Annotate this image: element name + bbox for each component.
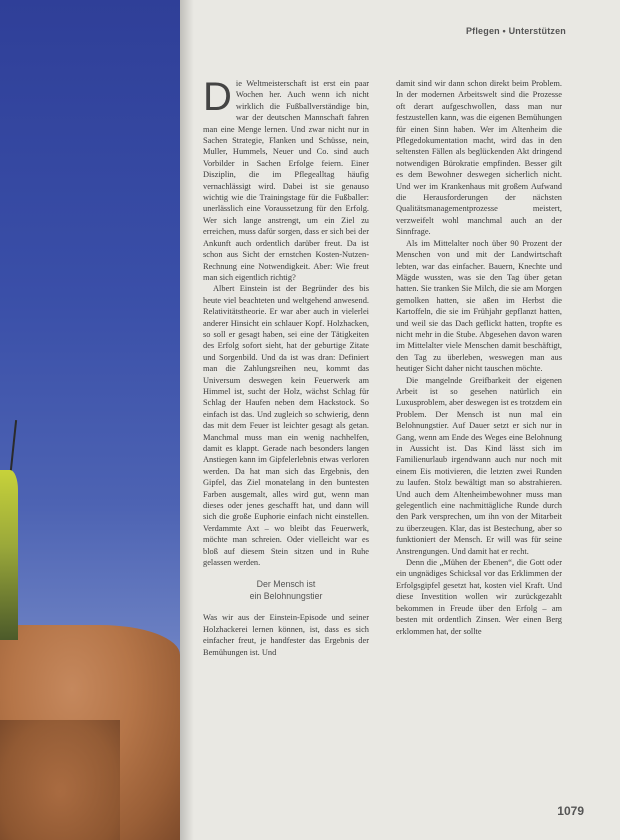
subheading — [203, 578, 369, 602]
article-column-right — [396, 78, 562, 637]
paragraph-text: ie Weltmeisterschaft ist erst ein paar Wochen her. Auch wenn ich nicht wirklich die Fußballverständige bin, war der deutschen Mannschaft fahren man eine Menge lernen. Und zwar nicht nur in Sachen Strategie, Flanken und Schüsse, nein, Muller, Hummels, Neuer und Co. sind auch Vorbilder in Sachen Erfolge feiern. Einer Disziplin, die im Pflegealltag häufig vernachlässigt wird. Dabei ist sie genauso wichtig wie die Trainingstage für die Fußballer: unerlässlich eine Voraussetzung für den Erfolg. Wer sich lange anstrengt, um ein Ziel zu erreichen, muss dafür sorgen, dass er sich bei der Ankunft auch ordentlich darüber freut. Da ist schon aus Sicht der ernstchen Kosten-Nutzen-Rechnung eine Notwendigkeit. Aber: Wie freut man sich eigentlich richtig? — [203, 79, 369, 282]
paragraph: Die mangelnde Greifbarkeit der eigenen Arbeit ist so gesehen natürlich ein Luxusproblem, aber deswegen ist es trotzdem ein Problem. Der Mensch ist nun mal ein Belohnungstier. Auf Dauer setzt er sich nur in Gang, wenn am Ende des Weges eine Belohnung in Aussicht ist. Das Kind lässt sich im Familienurlaub irgendwann auch nur noch mit einem Eis motivieren, die letzten zwei Runden zu laufen. Stolz bewältigt man so abstrahieren. Und auch dem Altenheimbewohner muss man gelegentlich eine nachmittägliche Runde durch den Park versprechen, um ihn von der Mitarbeit zu überzeugen. Klar, das ist Bestechung, aber so funktioniert der Mensch. Er will was für seine Anstrengungen. Und damit hat er recht. — [396, 375, 562, 556]
drop-cap: D — [203, 75, 232, 119]
paragraph: Albert Einstein ist der Begründer des bis heute viel beachteten und weltgehend anwesend. Relativitätstheorie. Er war aber auch in vielerlei anderer Hinsicht ein schlauer Kopf. Holzhacken, so soll er gesagt haben, sei eine der Tätigkeiten des Erfolg sofort sieht, hat der geburtige Zitate und Sorgenbild. Und da ist was dran: Definiert man die Zahlungsreihen neu, kommt das Universum deswegen kein Feuerwerk am Himmel ist, sucht der Holz, wächst Schlag für Schlag der Haufen neben dem Hackstock. So einfach ist das. Und zugleich so schwierig, denn das mit dem Feuer ist leichter gesagt als getan. Manchmal muss man ein wenig nachhelfen, damit es klappt. Gerade nach besonders langen Anstiegen kann im Gipfelerlebnis etwas verloren werden. Da hat man sich das Ergebnis, den Gipfel, das Ziel monatelang in den buntesten Farben ausgemalt, alles wird gut, wenn man dieses oder jenes geschafft hat, und dann will sich die große Euphorie einfach nicht einstellen. Verdammte Axt – wo bleibt das Feuerwerk, möchte man schreien. Oder vielleicht war es bloß auf diesem Stein sitzen und in Ruhe gelassen werden. — [203, 284, 369, 568]
subheading-line-1: Der Mensch ist — [256, 579, 316, 590]
paragraph: Als im Mittelalter noch über 90 Prozent der Menschen von und mit der Landwirtschaft lebten, war das einfacher. Bauern, Knechte und Mägde wussten, was sie den Tag über getan hatten. Sie tranken Sie Milch, die sie am Morgen gemolken hatten, sie aßen im Herbst die Kartoffeln, die sie im Frühjahr gepflanzt hatten, und weil sie das Dach geflickt hatten, tropfte es nicht mehr in die Stube. Abgesehen davon waren im Mittelalter viele Menschen damit beschäftigt, den Tag zu überleben, weswegen man aus heutiger Sicht daher nicht tauschen möchte. — [396, 238, 562, 374]
paragraph: damit sind wir dann schon direkt beim Problem. In der modernen Arbeitswelt sind die Prozesse oft derart aufgeschwollen, dass man nur festzustellen kann, was die eigenen Bemühungen für einen Sinn haben. Wer im Altenheim die Pflegedokumentation macht, wird das in den seltensten Fällen als beglückenden Akt dringend notwendigen Bürokratie empfinden. Besser gilt es dem Bewohner deswegen sicherlich nicht. Und wer im Krankenhaus mit großem Aufwand die Herausforderungen der nächsten Qualitätsmanagementprozesse meistert, verzweifelt wohl manchmal auch an der Sinnfrage. — [396, 79, 562, 237]
climber-photo — [0, 0, 180, 840]
article-column-left — [203, 75, 369, 658]
climber-figure — [0, 470, 18, 640]
running-head: Pflegen • Unterstützen — [465, 26, 566, 36]
paragraph: Was wir aus der Einstein-Episode und seiner Holzhackerei lernen können, ist, dass es sich einfacher freut, je handfester das Ergebnis der Bemühungen ist. Und — [203, 613, 369, 657]
subheading-line-2: ein Belohnungstier — [249, 591, 323, 602]
page-gutter — [180, 0, 194, 840]
rock-shadow — [0, 720, 120, 840]
paragraph: Denn die „Mühen der Ebenen“, die Gott oder ein ungnädiges Schicksal vor das Erklimmen der Erfolgsgipfel gesetzt hat, kosten viel Kraft. Und diese Investition wollen wir zurückgezahlt bekommen in Freude über den Erfolg – am besten mit ordentlich Zinsen. Wer einen Berg erklommen hat, der sollte — [396, 558, 562, 636]
page-number: 1079 — [557, 804, 584, 818]
paragraph — [203, 75, 369, 283]
